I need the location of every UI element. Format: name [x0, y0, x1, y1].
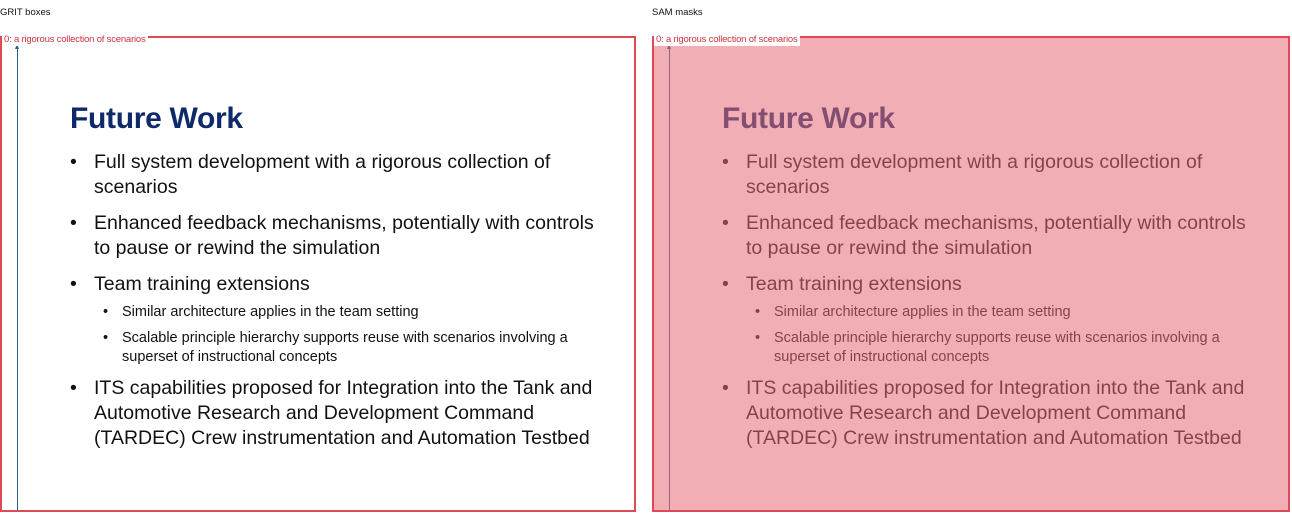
bullet-item: • ITS capabilities proposed for Integration into the Tank and Automotive Research and Development Command (TARDEC) Crew instrumentation and Automation Testbed — [70, 376, 610, 451]
segmentation-mask — [652, 36, 1290, 512]
sam-panel-title: SAM masks — [652, 7, 703, 18]
bullet-item: • Team training extensions — [70, 272, 610, 297]
slide-title: Future Work — [70, 102, 243, 135]
bullet-item: • Full system development with a rigorous collection of scenarios — [70, 150, 610, 200]
bullet-item: • Enhanced feedback mechanisms, potentially with controls to pause or rewind the simulation — [70, 211, 610, 261]
mask-label: 0: a rigorous collection of scenarios — [656, 34, 798, 45]
sub-bullet-item: • Similar architecture applies in the team setting — [70, 303, 610, 322]
detection-box-label: 0: a rigorous collection of scenarios — [4, 34, 146, 45]
detection-box — [0, 36, 636, 512]
sam-panel — [652, 0, 1292, 514]
sub-bullet-item: • Scalable principle hierarchy supports reuse with scenarios involving a superset of instructional concepts — [70, 329, 610, 367]
grit-panel-title: GRIT boxes — [0, 7, 51, 18]
